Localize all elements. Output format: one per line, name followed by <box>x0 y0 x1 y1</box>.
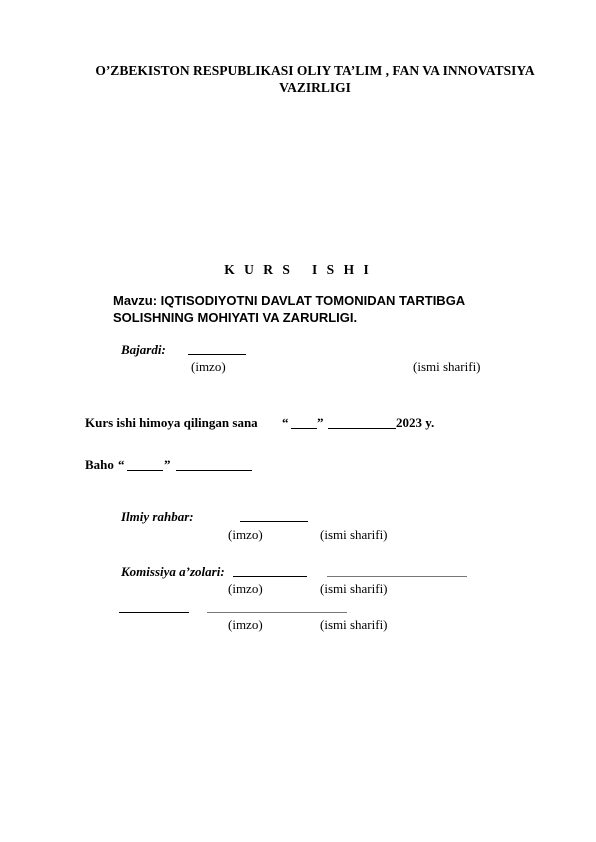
commission-name-line-1[interactable] <box>327 576 467 577</box>
ministry-title-line2: VAZIRLIGI <box>279 80 351 95</box>
grade-open-quote: “ <box>118 457 125 472</box>
performer-label: Bajardi: <box>121 342 166 357</box>
performer-signature-line[interactable] <box>188 354 246 355</box>
ministry-title <box>70 62 560 96</box>
course-theme <box>113 292 533 326</box>
document-title: K U R S I S H I <box>224 262 372 277</box>
commission-signature-line-1[interactable] <box>233 576 307 577</box>
defense-day-field[interactable] <box>291 428 317 429</box>
defense-close-quote: ” <box>317 415 324 430</box>
grade-close-quote: ” <box>164 457 171 472</box>
course-theme-line1: Mavzu: IQTISODIYOTNI DAVLAT TOMONIDAN TARTIBGA <box>113 293 466 308</box>
supervisor-name-caption: (ismi sharifi) <box>320 527 388 542</box>
commission-imzo-caption-2: (imzo) <box>228 617 263 632</box>
performer-name-caption: (ismi sharifi) <box>413 359 481 374</box>
defense-month-field[interactable] <box>328 428 396 429</box>
commission-signature-line-2[interactable] <box>119 612 189 613</box>
defense-date-label: Kurs ishi himoya qilingan sana <box>85 415 258 430</box>
commission-name-line-2[interactable] <box>207 612 347 613</box>
course-theme-line2: SOLISHNING MOHIYATI VA ZARURLIGI. <box>113 310 358 325</box>
commission-label: Komissiya a’zolari: <box>121 564 225 579</box>
ministry-title-line1: O’ZBEKISTON RESPUBLIKASI OLIY TA’LIM , FAN VA INNOVATSIYA <box>95 63 535 78</box>
defense-year: 2023 y. <box>396 415 435 430</box>
commission-imzo-caption-1: (imzo) <box>228 581 263 596</box>
grade-label: Baho <box>85 457 114 472</box>
supervisor-signature-line[interactable] <box>240 521 308 522</box>
performer-imzo-caption: (imzo) <box>191 359 226 374</box>
commission-name-caption-1: (ismi sharifi) <box>320 581 388 596</box>
commission-name-caption-2: (ismi sharifi) <box>320 617 388 632</box>
grade-score-field[interactable] <box>127 470 163 471</box>
supervisor-label: Ilmiy rahbar: <box>121 509 194 524</box>
grade-words-field[interactable] <box>176 470 252 471</box>
supervisor-imzo-caption: (imzo) <box>228 527 263 542</box>
defense-open-quote: “ <box>282 415 289 430</box>
